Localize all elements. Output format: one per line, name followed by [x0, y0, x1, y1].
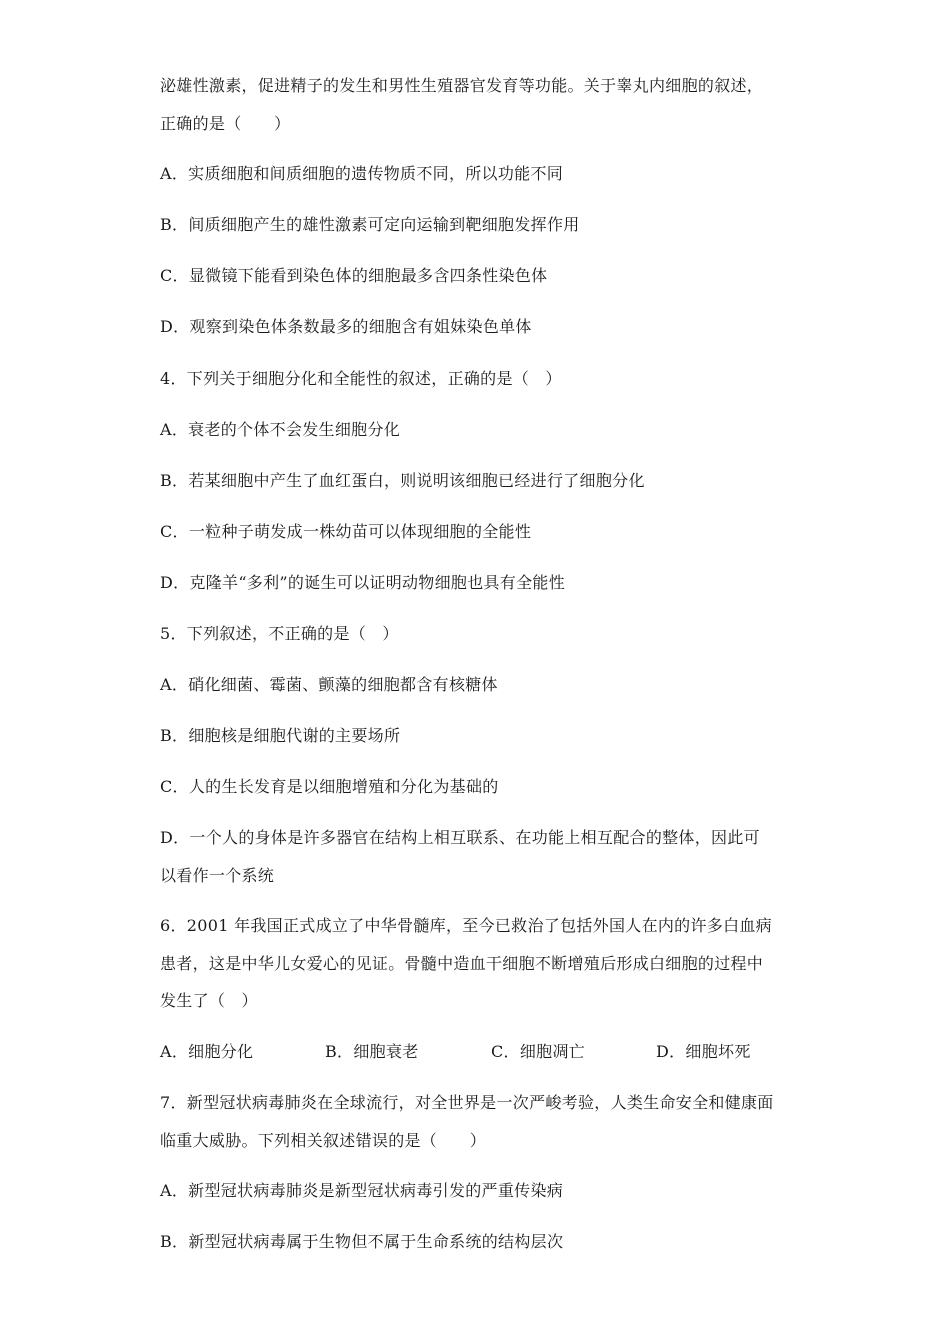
q5-stem: 5．下列叙述，不正确的是（ ） [160, 624, 399, 643]
q6-stem-line3: 发生了（ ） [160, 991, 258, 1010]
q3-stem-line2: 正确的是（ ） [160, 114, 291, 133]
q7-stem-line1: 7．新型冠状病毒肺炎在全球流行，对全世界是一次严峻考验，人类生命安全和健康面 [160, 1093, 774, 1112]
q6-stem-line2: 患者，这是中华儿女爱心的见证。骨髓中造血干细胞不断增殖后形成白细胞的过程中 [160, 954, 764, 973]
q4-option-a: A．衰老的个体不会发生细胞分化 [160, 420, 401, 439]
q3-option-b: B．间质细胞产生的雄性激素可定向运输到靶细胞发挥作用 [160, 215, 580, 234]
q4-option-d: D．克隆羊“多利”的诞生可以证明动物细胞也具有全能性 [160, 573, 565, 592]
q3-option-c: C．显微镜下能看到染色体的细胞最多含四条性染色体 [160, 266, 548, 285]
q4-option-b: B．若某细胞中产生了血红蛋白，则说明该细胞已经进行了细胞分化 [160, 471, 645, 490]
q3-option-d: D．观察到染色体条数最多的细胞含有姐妹染色单体 [160, 317, 532, 336]
q6-option-c: C．细胞凋亡 [491, 1042, 586, 1061]
q4-stem: 4．下列关于细胞分化和全能性的叙述，正确的是（ ） [160, 369, 562, 388]
q6-option-b: B．细胞衰老 [325, 1042, 419, 1061]
q4-option-c: C．一粒种子萌发成一株幼苗可以体现细胞的全能性 [160, 522, 532, 541]
q6-stem-line1: 6．2001 年我国正式成立了中华骨髓库，至今已救治了包括外国人在内的许多白血病 [160, 916, 772, 935]
q3-option-a: A．实质细胞和间质细胞的遗传物质不同，所以功能不同 [160, 164, 564, 183]
q6-option-d: D．细胞坏死 [656, 1042, 751, 1061]
q5-option-d-line1: D．一个人的身体是许多器官在结构上相互联系、在功能上相互配合的整体，因此可 [160, 828, 760, 847]
q5-option-a: A．硝化细菌、霉菌、颤藻的细胞都含有核糖体 [160, 675, 498, 694]
q5-option-d-line2: 以看作一个系统 [160, 866, 275, 885]
q5-option-c: C．人的生长发育是以细胞增殖和分化为基础的 [160, 777, 499, 796]
q5-option-b: B．细胞核是细胞代谢的主要场所 [160, 726, 401, 745]
q6-option-a: A．细胞分化 [160, 1042, 254, 1061]
q7-stem-line2: 临重大威胁。下列相关叙述错误的是（ ） [160, 1131, 487, 1150]
q3-stem-line1: 泌雄性激素，促进精子的发生和男性生殖器官发育等功能。关于睾丸内细胞的叙述， [160, 76, 764, 95]
q7-option-a: A．新型冠状病毒肺炎是新型冠状病毒引发的严重传染病 [160, 1181, 564, 1200]
q7-option-b: B．新型冠状病毒属于生物但不属于生命系统的结构层次 [160, 1232, 564, 1251]
